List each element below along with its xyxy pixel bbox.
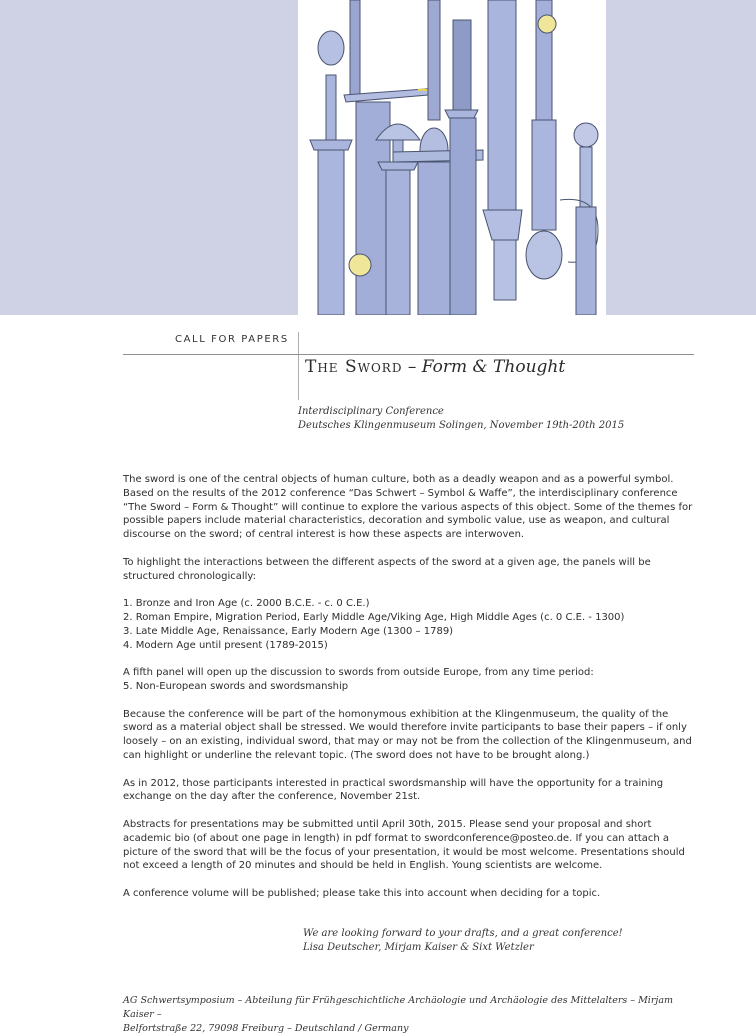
panel-list xyxy=(123,597,697,652)
vertical-divider xyxy=(298,332,299,400)
body-text xyxy=(123,473,697,915)
fifth-panel-intro: A fifth panel will open up the discussion to swords from outside Europe, from any time period: xyxy=(123,667,594,679)
footer-line-2: Belfortstraße 22, 79098 Freiburg – Deutschland / Germany xyxy=(123,1023,409,1034)
subtitle-line-2: Deutsches Klingenmuseum Solingen, November 19th-20th 2015 xyxy=(298,420,625,431)
swords-illustration xyxy=(298,0,606,315)
paragraph-exhibition: Because the conference will be part of the homonymous exhibition at the Klingenmuseum, the quality of the sword as a material object shall be stressed. We would therefore invite participants to base their papers – if only loosely – on an existing, individual sword, that may or may not be from the collection of the Klingenmuseum, and can highlight or underline the relevant topic. (The sword does not have to be brought along.) xyxy=(123,708,692,761)
title-main: The Sword xyxy=(305,357,403,377)
list-item: 2. Roman Empire, Migration Period, Early Middle Age/Viking Age, High Middle Ages (c. 0 C.E. - 1300) xyxy=(123,611,625,623)
call-for-papers-label: CALL FOR PAPERS xyxy=(175,334,289,345)
title-sub: Form & Thought xyxy=(421,357,566,377)
title-dash: – xyxy=(402,357,422,377)
closing-note xyxy=(303,927,623,955)
page-title xyxy=(305,357,565,377)
subtitle-line-1: Interdisciplinary Conference xyxy=(298,406,444,417)
footer-line-1: AG Schwertsymposium – Abteilung für Frühgeschichtliche Archäologie und Archäologie des Mittelalters – Mirjam Kaiser – xyxy=(123,995,673,1020)
list-item: 5. Non-European swords and swordsmanship xyxy=(123,680,349,692)
horizontal-divider xyxy=(123,354,694,355)
list-item: 1. Bronze and Iron Age (c. 2000 B.C.E. - c. 0 C.E.) xyxy=(123,598,370,610)
closing-line-1: We are looking forward to your drafts, and a great conference! xyxy=(303,928,623,939)
conference-subtitle xyxy=(298,405,624,433)
organizers: Lisa Deutscher, Mirjam Kaiser & Sixt Wetzler xyxy=(303,942,534,953)
paragraph-panels: To highlight the interactions between the different aspects of the sword at a given age, the panels will be structured chronologically: xyxy=(123,556,651,582)
footer-address xyxy=(123,994,683,1036)
paragraph-volume: A conference volume will be published; please take this into account when deciding for a topic. xyxy=(123,887,601,899)
swords-icon xyxy=(298,0,606,315)
paragraph-intro: The sword is one of the central objects of human culture, both as a deadly weapon and as a powerful symbol. Based on the results of the 2012 conference “Das Schwert – Symbol & Waffe”, the interdisciplinary conference “The Sword – Form & Thought” will continue to explore the various aspects of this object. Some of the themes for possible papers include material characteristics, decoration and symbolic value, use as weapon, and cultural discourse on the sword; of central interest is how these aspects are interwoven. xyxy=(123,474,693,541)
paragraph-fifth-panel xyxy=(123,666,697,694)
list-item: 3. Late Middle Age, Renaissance, Early Modern Age (1300 – 1789) xyxy=(123,625,454,637)
list-item: 4. Modern Age until present (1789-2015) xyxy=(123,639,328,651)
paragraph-abstracts: Abstracts for presentations may be submitted until April 30th, 2015. Please send your proposal and short academic bio (of about one page in length) in pdf format to swordconference@posteo.de. If you can attach a picture of the sword that will be the focus of your presentation, it would be most welcome. Presentations should not exceed a length of 20 minutes and should be held in English. Young scientists are welcome. xyxy=(123,818,685,872)
paragraph-swordsmanship: As in 2012, those participants interested in practical swordsmanship will have the opportunity for a training exchange on the day after the conference, November 21st. xyxy=(123,777,664,803)
